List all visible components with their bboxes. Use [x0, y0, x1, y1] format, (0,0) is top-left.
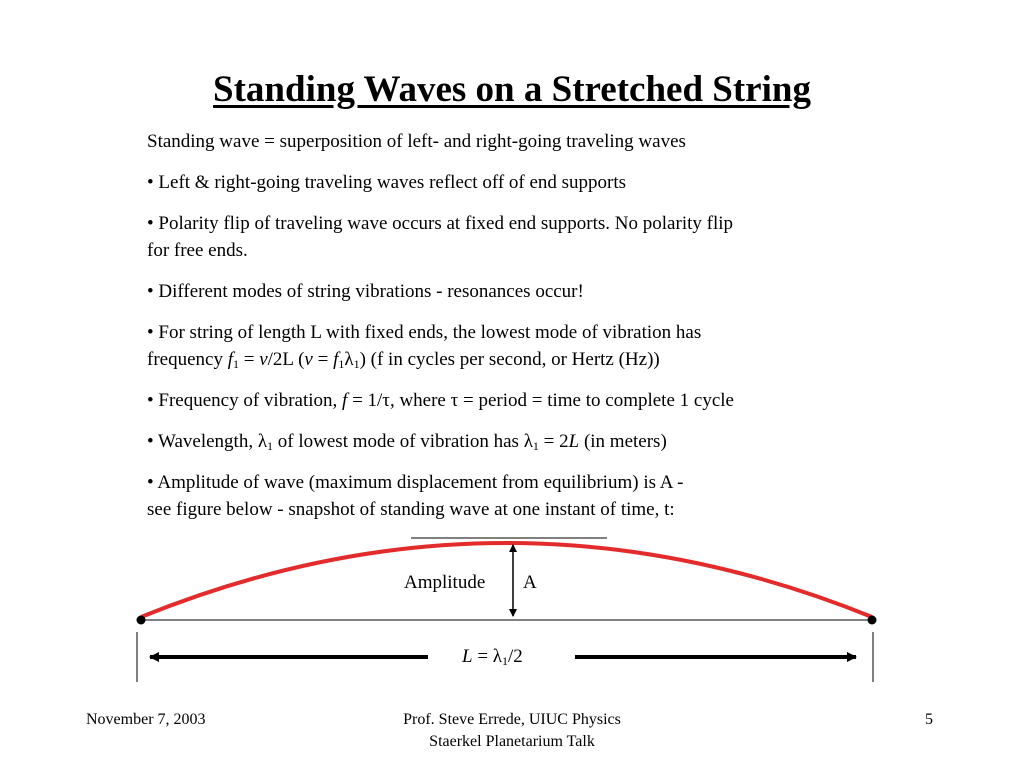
- left-support-dot: [137, 616, 146, 625]
- bullet-modes: • Different modes of string vibrations - resonances occur!: [147, 281, 584, 302]
- amplitude-symbol: A: [523, 572, 537, 593]
- amplitude-label: Amplitude: [404, 572, 486, 593]
- right-support-dot: [868, 616, 877, 625]
- bullet-frequency-line2: frequency $f_1 = v/2L$ $(v = f_1\lambda_1)$ (f in cycles per second, or Hertz (Hz)): [147, 349, 660, 371]
- bullet-polarity-line2: for free ends.: [147, 240, 248, 261]
- bullet-polarity-line1: • Polarity flip of traveling wave occurs at fixed end supports. No polarity flip: [147, 213, 734, 234]
- wave-diagram: [0, 525, 1024, 695]
- footer-page-number: 5: [925, 711, 933, 728]
- standing-wave-figure: [0, 525, 1024, 695]
- footer-author-line1: Prof. Steve Errede, UIUC Physics: [403, 711, 621, 728]
- footer-author-line2: Staerkel Planetarium Talk: [429, 733, 595, 750]
- standing-wave-curve: [141, 543, 872, 617]
- slide-title: Standing Waves on a Stretched String: [213, 69, 811, 110]
- footer-author: [312, 709, 712, 753]
- bullet-amplitude-line2: see figure below - snapshot of standing wave at one instant of time, t:: [147, 499, 675, 520]
- bullet-period: • Frequency of vibration, f = 1/τ, where τ = period = time to complete 1 cycle: [147, 390, 734, 411]
- length-label: $L = \lambda_1/2$: [462, 646, 523, 668]
- bullet-reflect: • Left & right-going traveling waves reflect off of end supports: [147, 172, 627, 193]
- intro-text: Standing wave = superposition of left- and right-going traveling waves: [147, 131, 686, 152]
- bullet-amplitude-line1: • Amplitude of wave (maximum displacement from equilibrium) is A -: [147, 472, 684, 493]
- bullet-frequency-line1: • For string of length L with fixed ends, the lowest mode of vibration has: [147, 322, 702, 343]
- footer-date: November 7, 2003: [86, 711, 206, 728]
- bullet-wavelength: • Wavelength, $\lambda_1$ of lowest mode of vibration has $\lambda_1 = 2L$ (in meters): [147, 431, 667, 453]
